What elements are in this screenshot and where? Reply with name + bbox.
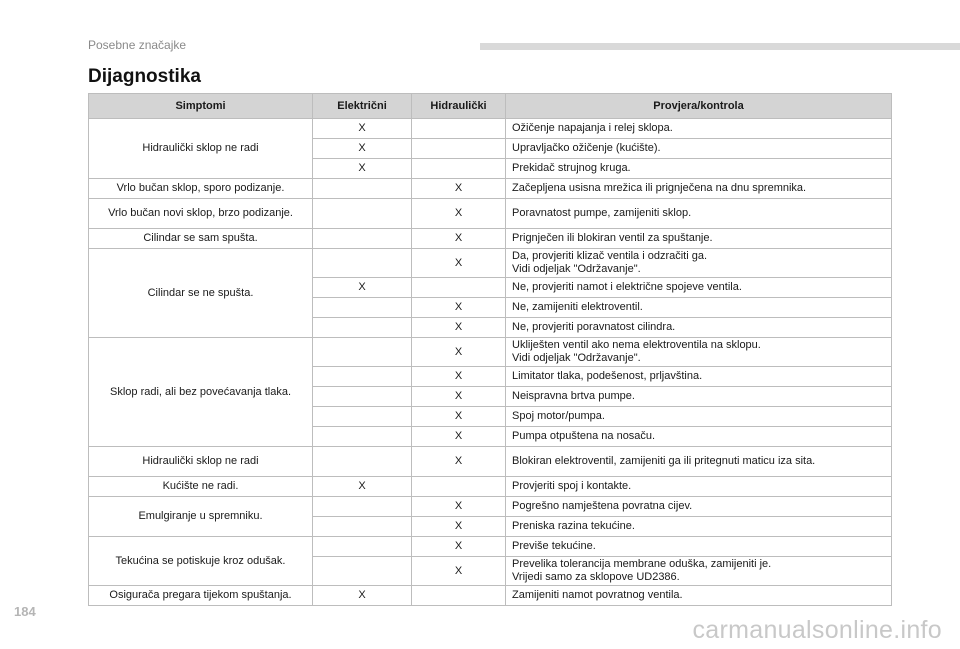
hydraulic-cell: [412, 477, 506, 497]
section-label: Posebne značajke: [88, 38, 187, 52]
electric-cell: [313, 367, 412, 387]
electric-cell: [313, 318, 412, 338]
check-cell: [506, 249, 892, 278]
check-cell: [506, 119, 892, 139]
check-line: Provjeriti spoj i kontakte.: [512, 480, 632, 492]
page-number: 184: [14, 604, 36, 619]
symptom-cell: Osigurača pregara tijekom spuštanja.: [89, 586, 313, 606]
symptom-cell: Vrlo bučan novi sklop, brzo podizanje.: [89, 199, 313, 229]
hydraulic-cell: X: [412, 427, 506, 447]
check-line: Spoj motor/pumpa.: [512, 410, 605, 422]
symptom-cell: Kućište ne radi.: [89, 477, 313, 497]
check-line: Ne, provjeriti poravnatost cilindra.: [512, 321, 676, 333]
header-hydraulic: Hidraulički: [412, 94, 506, 119]
electric-cell: X: [313, 139, 412, 159]
table-row: [89, 447, 892, 477]
check-line: Ožičenje napajanja i relej sklopa.: [512, 122, 673, 134]
check-line: Pumpa otpuštena na nosaču.: [512, 430, 656, 442]
hydraulic-cell: [412, 278, 506, 298]
symptom-cell: Hidraulički sklop ne radi: [89, 119, 313, 179]
table-row: [89, 586, 892, 606]
hydraulic-cell: X: [412, 199, 506, 229]
hydraulic-cell: X: [412, 517, 506, 537]
electric-cell: X: [313, 159, 412, 179]
electric-cell: X: [313, 586, 412, 606]
check-cell: [506, 367, 892, 387]
check-line: Previše tekućine.: [512, 540, 596, 552]
electric-cell: [313, 537, 412, 557]
check-line: Ne, zamijeniti elektroventil.: [512, 301, 643, 313]
check-line: Ukliješten ventil ako nema elektroventila na sklopu.: [512, 339, 761, 351]
check-cell: [506, 537, 892, 557]
symptom-cell: Hidraulički sklop ne radi: [89, 447, 313, 477]
electric-cell: X: [313, 278, 412, 298]
electric-cell: [313, 557, 412, 586]
check-cell: [506, 407, 892, 427]
electric-cell: [313, 179, 412, 199]
check-cell: [506, 159, 892, 179]
electric-cell: [313, 387, 412, 407]
check-line: Upravljačko ožičenje (kućište).: [512, 142, 661, 154]
check-line: Začepljena usisna mrežica ili prignječena na dnu spremnika.: [512, 182, 807, 194]
check-cell: [506, 338, 892, 367]
table-row: [89, 119, 892, 139]
hydraulic-cell: X: [412, 298, 506, 318]
electric-cell: X: [313, 477, 412, 497]
check-cell: [506, 139, 892, 159]
electric-cell: [313, 447, 412, 477]
table-row: [89, 497, 892, 517]
electric-cell: [313, 249, 412, 278]
hydraulic-cell: X: [412, 497, 506, 517]
table-row: [89, 537, 892, 557]
hydraulic-cell: X: [412, 537, 506, 557]
hydraulic-cell: [412, 119, 506, 139]
check-line: Prekidač strujnog kruga.: [512, 162, 631, 174]
header-check: Provjera/kontrola: [506, 94, 892, 119]
electric-cell: [313, 427, 412, 447]
table-body: [89, 119, 892, 606]
check-cell: [506, 477, 892, 497]
electric-cell: [313, 229, 412, 249]
check-cell: [506, 199, 892, 229]
hydraulic-cell: X: [412, 557, 506, 586]
electric-cell: [313, 407, 412, 427]
check-cell: [506, 497, 892, 517]
check-cell: [506, 278, 892, 298]
check-line: Poravnatost pumpe, zamijeniti sklop.: [512, 207, 692, 219]
header-symptom: Simptomi: [89, 94, 313, 119]
hydraulic-cell: X: [412, 367, 506, 387]
hydraulic-cell: [412, 586, 506, 606]
check-line: Da, provjeriti klizač ventila i odzračiti ga.: [512, 250, 708, 262]
check-cell: [506, 318, 892, 338]
electric-cell: [313, 298, 412, 318]
check-cell: [506, 517, 892, 537]
table-header-row: [89, 94, 892, 119]
electric-cell: [313, 338, 412, 367]
check-line: Prevelika tolerancija membrane oduška, zamijeniti je.: [512, 558, 772, 570]
table-row: [89, 249, 892, 278]
hydraulic-cell: X: [412, 338, 506, 367]
check-line: Prignječen ili blokiran ventil za spuštanje.: [512, 232, 713, 244]
check-line: Vrijedi samo za sklopove UD2386.: [512, 571, 680, 583]
check-line: Vidi odjeljak "Održavanje".: [512, 263, 641, 275]
symptom-cell: Emulgiranje u spremniku.: [89, 497, 313, 537]
check-line: Vidi odjeljak "Održavanje".: [512, 352, 641, 364]
symptom-cell: Vrlo bučan sklop, sporo podizanje.: [89, 179, 313, 199]
check-cell: [506, 298, 892, 318]
check-line: Ne, provjeriti namot i električne spojeve ventila.: [512, 281, 742, 293]
check-cell: [506, 557, 892, 586]
check-line: Neispravna brtva pumpe.: [512, 390, 635, 402]
hydraulic-cell: X: [412, 318, 506, 338]
check-cell: [506, 427, 892, 447]
watermark: carmanualsonline.info: [692, 616, 942, 644]
check-cell: [506, 387, 892, 407]
hydraulic-cell: X: [412, 179, 506, 199]
table-row: [89, 179, 892, 199]
hydraulic-cell: X: [412, 387, 506, 407]
table-row: [89, 199, 892, 229]
check-line: Preniska razina tekućine.: [512, 520, 635, 532]
page-title: Dijagnostika: [88, 66, 201, 87]
check-cell: [506, 179, 892, 199]
hydraulic-cell: X: [412, 249, 506, 278]
electric-cell: [313, 497, 412, 517]
header-electric: Električni: [313, 94, 412, 119]
check-line: Limitator tlaka, podešenost, prljavština.: [512, 370, 703, 382]
check-line: Pogrešno namještena povratna cijev.: [512, 500, 693, 512]
hydraulic-cell: X: [412, 407, 506, 427]
hydraulic-cell: [412, 139, 506, 159]
hydraulic-cell: [412, 159, 506, 179]
table-row: [89, 477, 892, 497]
check-cell: [506, 447, 892, 477]
table-row: [89, 229, 892, 249]
check-line: Zamijeniti namot povratnog ventila.: [512, 589, 683, 601]
diagnostics-table: [88, 93, 892, 606]
check-line: Blokiran elektroventil, zamijeniti ga ili pritegnuti maticu iza sita.: [512, 455, 816, 467]
header-bar: [480, 43, 960, 50]
table-row: [89, 338, 892, 367]
hydraulic-cell: X: [412, 447, 506, 477]
check-cell: [506, 229, 892, 249]
electric-cell: X: [313, 119, 412, 139]
electric-cell: [313, 199, 412, 229]
symptom-cell: Cilindar se ne spušta.: [89, 249, 313, 338]
symptom-cell: Sklop radi, ali bez povećavanja tlaka.: [89, 338, 313, 447]
symptom-cell: Tekućina se potiskuje kroz odušak.: [89, 537, 313, 586]
electric-cell: [313, 517, 412, 537]
hydraulic-cell: X: [412, 229, 506, 249]
symptom-cell: Cilindar se sam spušta.: [89, 229, 313, 249]
check-cell: [506, 586, 892, 606]
